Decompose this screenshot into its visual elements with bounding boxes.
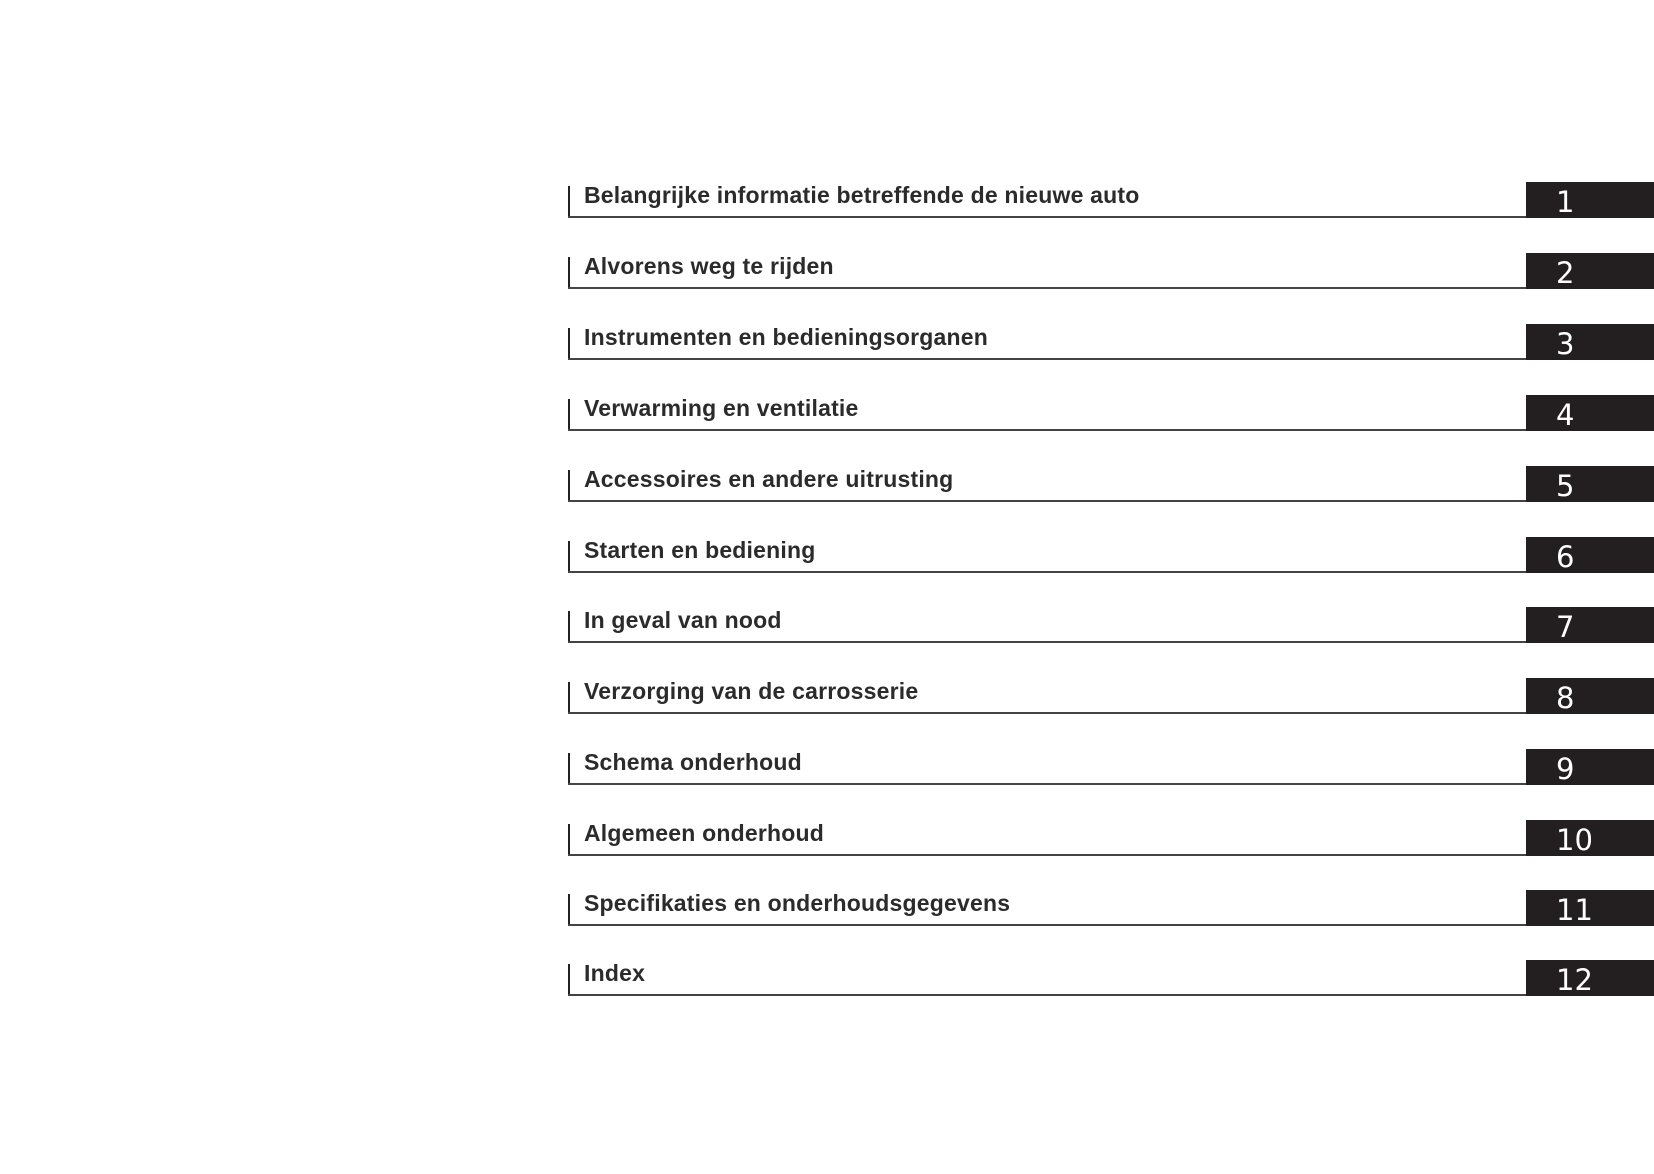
entry-marker	[568, 753, 570, 785]
entry-rule	[568, 429, 1526, 431]
entry-rule	[568, 500, 1526, 502]
chapter-tab-7[interactable]	[1526, 607, 1654, 643]
entry-marker	[568, 470, 570, 502]
toc-entry-title: Index	[584, 960, 646, 986]
chapter-number: 4	[1556, 398, 1575, 432]
toc-entry-title: Belangrijke informatie betreffende de nieuwe auto	[584, 182, 1140, 208]
toc-entry-8[interactable]	[568, 678, 1654, 714]
chapter-tab-12[interactable]	[1526, 960, 1654, 996]
chapter-number: 11	[1556, 893, 1593, 927]
chapter-number: 8	[1556, 681, 1575, 715]
toc-entry-title: In geval van nood	[584, 607, 782, 633]
toc-entry-3[interactable]	[568, 324, 1654, 360]
entry-rule	[568, 358, 1526, 360]
toc-entry-title: Accessoires en andere uitrusting	[584, 466, 954, 492]
entry-marker	[568, 541, 570, 573]
entry-rule	[568, 994, 1526, 996]
entry-marker	[568, 399, 570, 431]
chapter-tab-5[interactable]	[1526, 466, 1654, 502]
chapter-number: 12	[1556, 963, 1593, 997]
chapter-number: 3	[1556, 327, 1575, 361]
entry-marker	[568, 824, 570, 856]
chapter-tab-10[interactable]	[1526, 820, 1654, 856]
entry-marker	[568, 682, 570, 714]
toc-entry-title: Verzorging van de carrosserie	[584, 678, 919, 704]
entry-rule	[568, 712, 1526, 714]
toc-entry-title: Instrumenten en bedieningsorganen	[584, 324, 989, 350]
chapter-number: 1	[1556, 185, 1575, 219]
toc-entry-title: Verwarming en ventilatie	[584, 395, 859, 421]
entry-rule	[568, 854, 1526, 856]
entry-marker	[568, 894, 570, 926]
toc-entry-9[interactable]	[568, 749, 1654, 785]
toc-entry-10[interactable]	[568, 820, 1654, 856]
entry-rule	[568, 924, 1526, 926]
toc-entry-title: Algemeen onderhoud	[584, 820, 825, 846]
toc-entry-2[interactable]	[568, 253, 1654, 289]
entry-rule	[568, 216, 1526, 218]
chapter-number: 7	[1556, 610, 1575, 644]
toc-entry-12[interactable]	[568, 960, 1654, 996]
entry-rule	[568, 571, 1526, 573]
toc-entry-title: Alvorens weg te rijden	[584, 253, 834, 279]
chapter-tab-8[interactable]	[1526, 678, 1654, 714]
toc-entry-5[interactable]	[568, 466, 1654, 502]
chapter-tab-2[interactable]	[1526, 253, 1654, 289]
chapter-tab-1[interactable]	[1526, 182, 1654, 218]
chapter-number: 9	[1556, 752, 1575, 786]
toc-entry-6[interactable]	[568, 537, 1654, 573]
toc-entry-11[interactable]	[568, 890, 1654, 926]
entry-rule	[568, 287, 1526, 289]
entry-marker	[568, 257, 570, 289]
entry-marker	[568, 186, 570, 218]
chapter-tab-9[interactable]	[1526, 749, 1654, 785]
chapter-number: 6	[1556, 540, 1575, 574]
toc-entry-4[interactable]	[568, 395, 1654, 431]
toc-entry-1[interactable]	[568, 182, 1654, 218]
entry-marker	[568, 611, 570, 643]
chapter-tab-6[interactable]	[1526, 537, 1654, 573]
toc-entry-title: Schema onderhoud	[584, 749, 802, 775]
entry-rule	[568, 641, 1526, 643]
chapter-number: 2	[1556, 256, 1575, 290]
chapter-number: 5	[1556, 469, 1575, 503]
chapter-tab-3[interactable]	[1526, 324, 1654, 360]
chapter-number: 10	[1556, 823, 1593, 857]
toc-entry-title: Starten en bediening	[584, 537, 816, 563]
chapter-tab-4[interactable]	[1526, 395, 1654, 431]
entry-marker	[568, 964, 570, 996]
entry-marker	[568, 328, 570, 360]
toc-entry-title: Specifikaties en onderhoudsgegevens	[584, 890, 1011, 916]
chapter-tab-11[interactable]	[1526, 890, 1654, 926]
entry-rule	[568, 783, 1526, 785]
toc-entry-7[interactable]	[568, 607, 1654, 643]
